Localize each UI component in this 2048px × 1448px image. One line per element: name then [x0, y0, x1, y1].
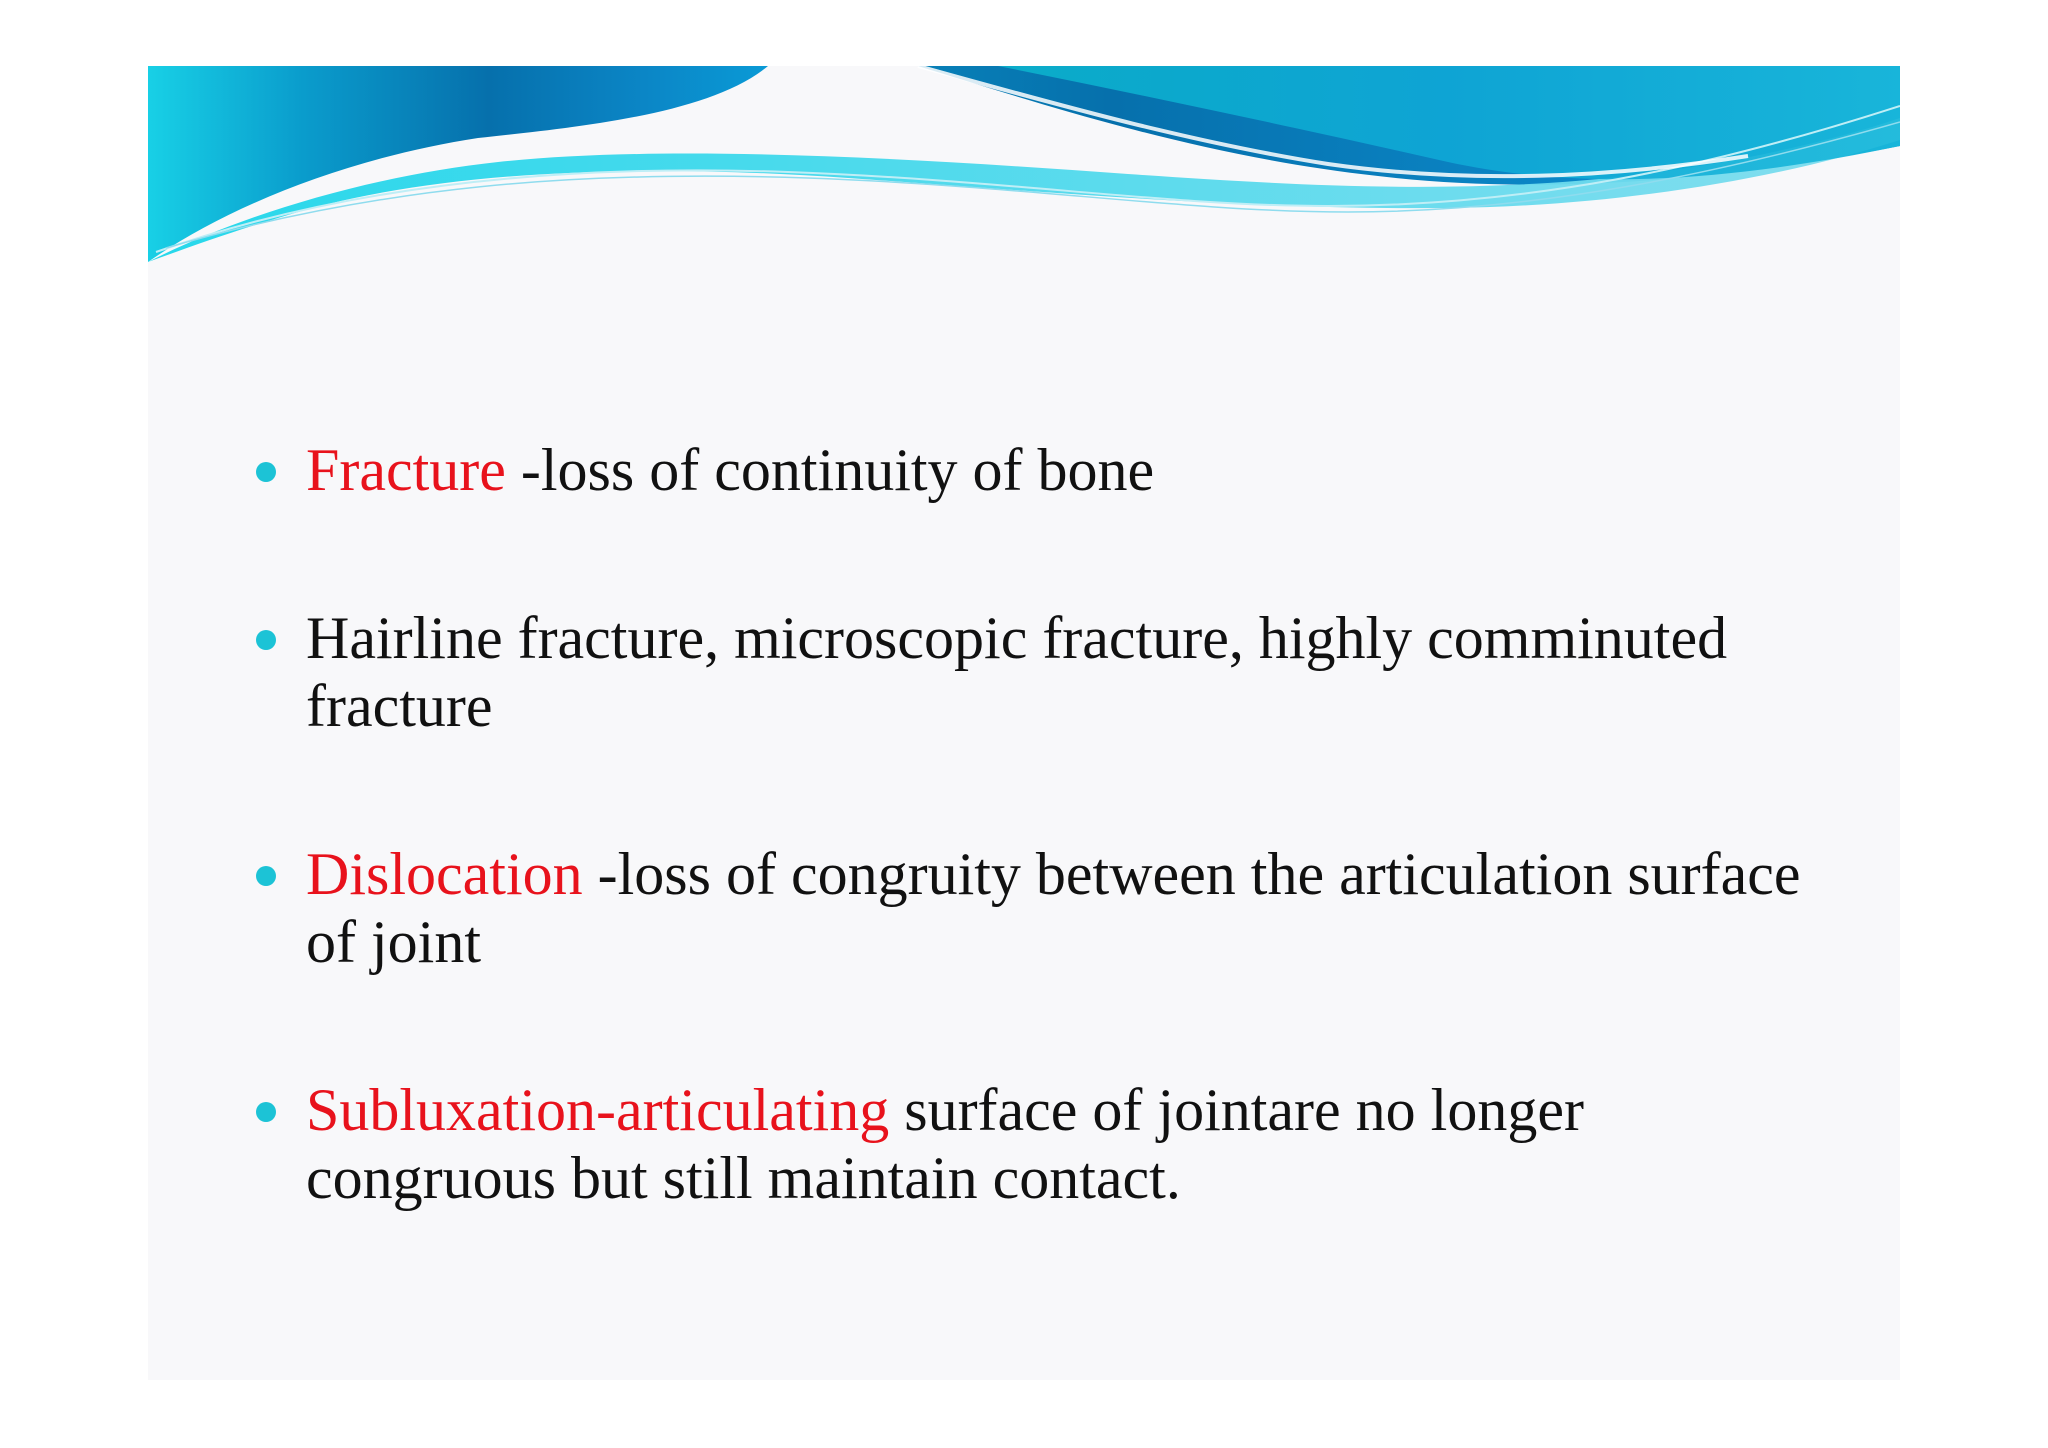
bullet-text: -loss of congruity between the articulation surface of joint — [306, 841, 1801, 975]
bullet-text: Hairline fracture, microscopic fracture, highly comminuted fracture — [306, 605, 1728, 739]
bullet-dot-icon — [256, 462, 276, 482]
bullet-fracture — [256, 436, 1816, 504]
bullet-term: Subluxation-articulating — [306, 1077, 890, 1143]
bullet-dot-icon — [256, 866, 276, 886]
bullet-dot-icon — [256, 630, 276, 650]
bullet-dot-icon — [256, 1102, 276, 1122]
bullet-term: Fracture — [306, 437, 506, 503]
bullet-term: Dislocation — [306, 841, 583, 907]
bullet-dislocation — [256, 840, 1816, 976]
slide — [148, 66, 1900, 1380]
bullet-text: -loss of continuity of bone — [505, 437, 1155, 503]
bullet-subluxation — [256, 1076, 1816, 1212]
bullet-text: surface of jointare no longer congruous but still maintain contact. — [306, 1077, 1584, 1211]
bullet-list — [256, 436, 1816, 1212]
bullet-fracture-types — [256, 604, 1816, 740]
wave-banner — [148, 66, 1900, 266]
